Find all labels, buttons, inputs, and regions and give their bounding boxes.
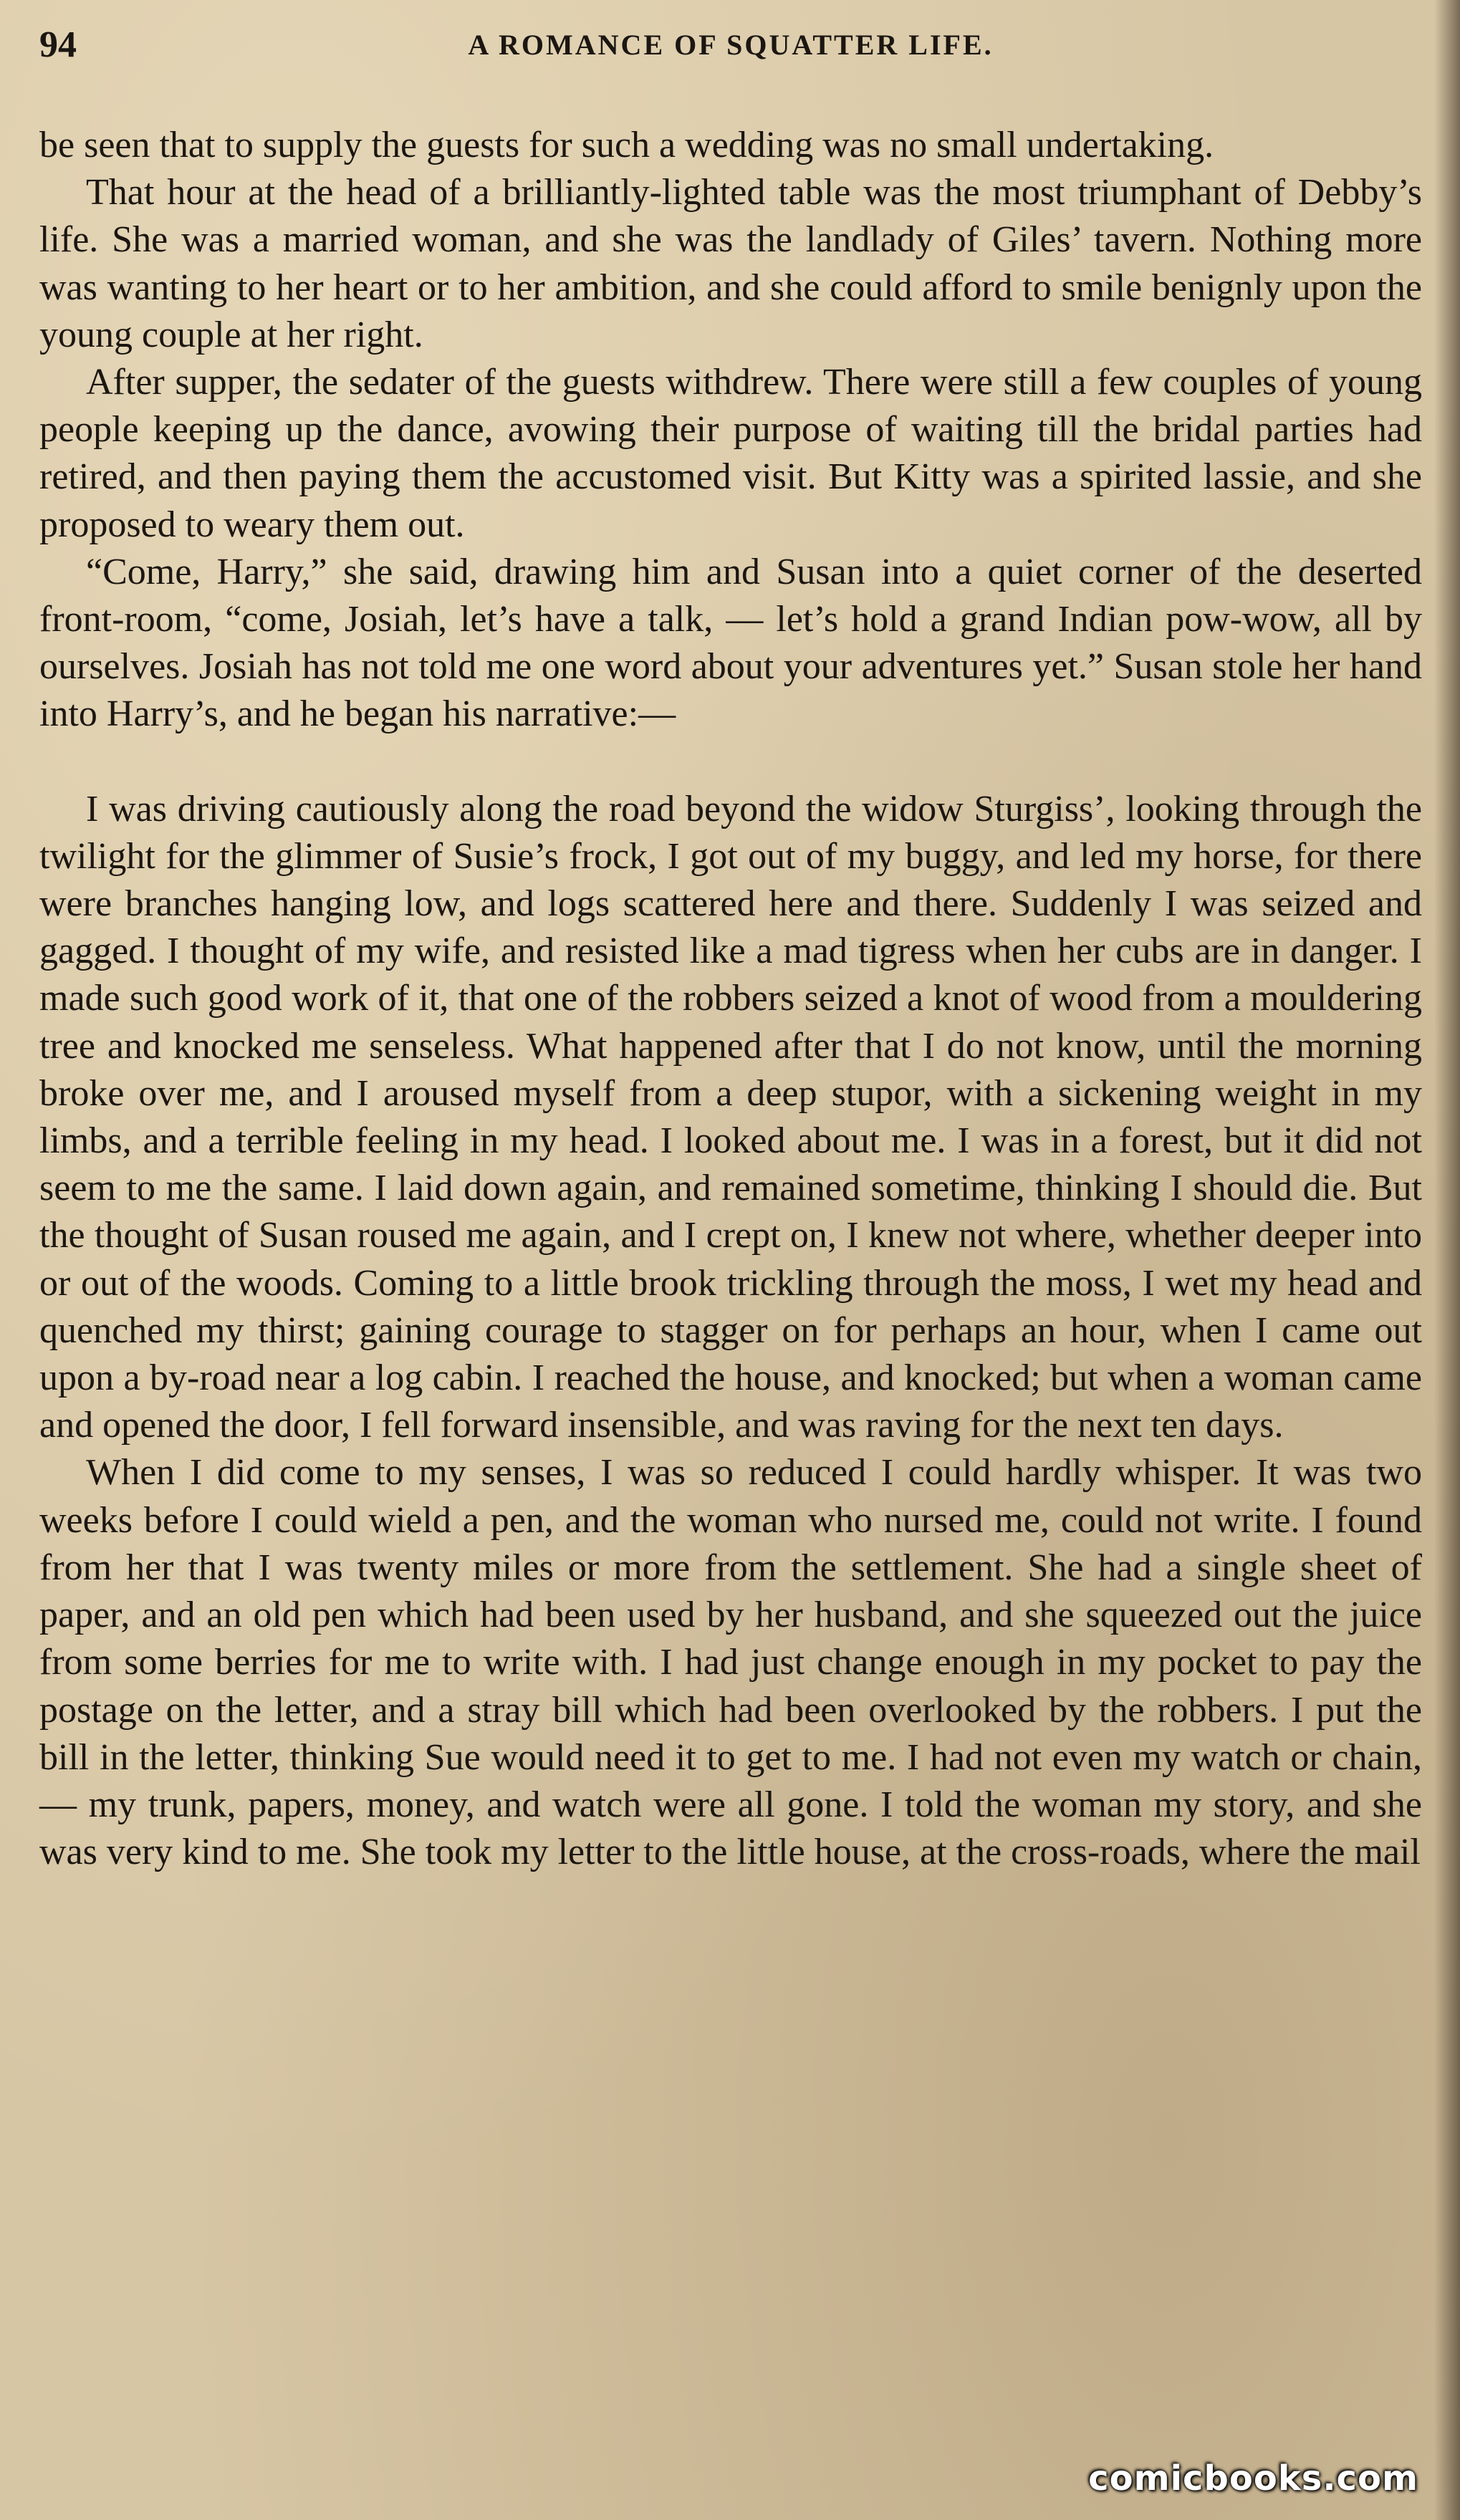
paragraph-harry-narrative: I was driving cautiously along the road beyond the widow Sturgiss’, looking through the twilight for the glimmer of Susie’s frock, I got out of my buggy, and led my horse, for there were branches hanging low, and logs scattered here and there. Suddenly I was seized and gagged. I thought of my wife, and resisted like a mad tigress when her cubs are in danger. I made such good work of it, that one of the robbers seized a knot of wood from a mouldering tree and knocked me senseless. What happened after that I do not know, until the morning broke over me, and I aroused myself from a deep stupor, with a sickening weight in my limbs, and a terrible feeling in my head. I looked about me. I was in a forest, but it did not seem to me the same. I laid down again, and remained sometime, thinking I should die. But the thought of Susan roused me again, and I crept on, I knew not where, whether deeper into or out of the woods. Coming to a little brook trickling through the moss, I wet my head and quenched my thirst; gaining courage to stagger on for perhaps an hour, when I came out upon a by-road near a log cabin. I reached the house, and knocked; but when a woman came and opened the door, I fell forward insensible, and was raving for the next ten days. — [39, 788, 1422, 1446]
source-watermark: comicbooks.com — [1088, 2458, 1418, 2499]
page-number: 94 — [39, 24, 77, 65]
paragraph-after-supper: After supper, the sedater of the guests withdrew. There were still a few couples of young people keeping up the dance, avowing their purpose of waiting till the bridal parties had retired, and then paying them the accustomed visit. But Kitty was a spirited lassie, and she proposed to weary them out. — [39, 362, 1422, 545]
page-header — [39, 20, 1422, 70]
body-text — [39, 122, 1422, 1876]
running-title: A ROMANCE OF SQUATTER LIFE. — [468, 29, 994, 61]
page-edge-shadow — [1434, 0, 1460, 2520]
paragraph-recovery: When I did come to my senses, I was so reduced I could hardly whisper. It was two weeks before I could wield a pen, and the woman who nursed me, could not write. I found from her that I was twenty miles or more from the settlement. She had a single sheet of paper, and an old pen which had been used by her husband, and she squeezed out the juice from some berries for me to write with. I had just change enough in my pocket to pay the postage on the letter, and a stray bill which had been overlooked by the robbers. I put the bill in the letter, thinking Sue would need it to get to me. I had not even my watch or chain,— my trunk, papers, money, and watch were all gone. I told the woman my story, and she was very kind to me. She took my letter to the little house, at the cross-roads, where the mail — [39, 1452, 1422, 1873]
paragraph-continuation: be seen that to supply the guests for such a wedding was no small undertaking. — [39, 125, 1214, 165]
paragraph-kitty-dialogue: “Come, Harry,” she said, drawing him and Susan into a quiet corner of the deserted front-room, “come, Josiah, let’s have a talk, — let’s hold a grand Indian pow-wow, all by ourselves. Josiah has not told me one word about your adventures yet.” Susan stole her hand into Harry’s, and he began his narrative:— — [39, 551, 1422, 735]
paragraph-debby-triumph: That hour at the head of a brilliantly-lighted table was the most triumphant of Debby’s life. She was a married woman, and she was the landlady of Giles’ tavern. Nothing more was wanting to her heart or to her ambition, and she could afford to smile benignly upon the young couple at her right. — [39, 172, 1422, 355]
